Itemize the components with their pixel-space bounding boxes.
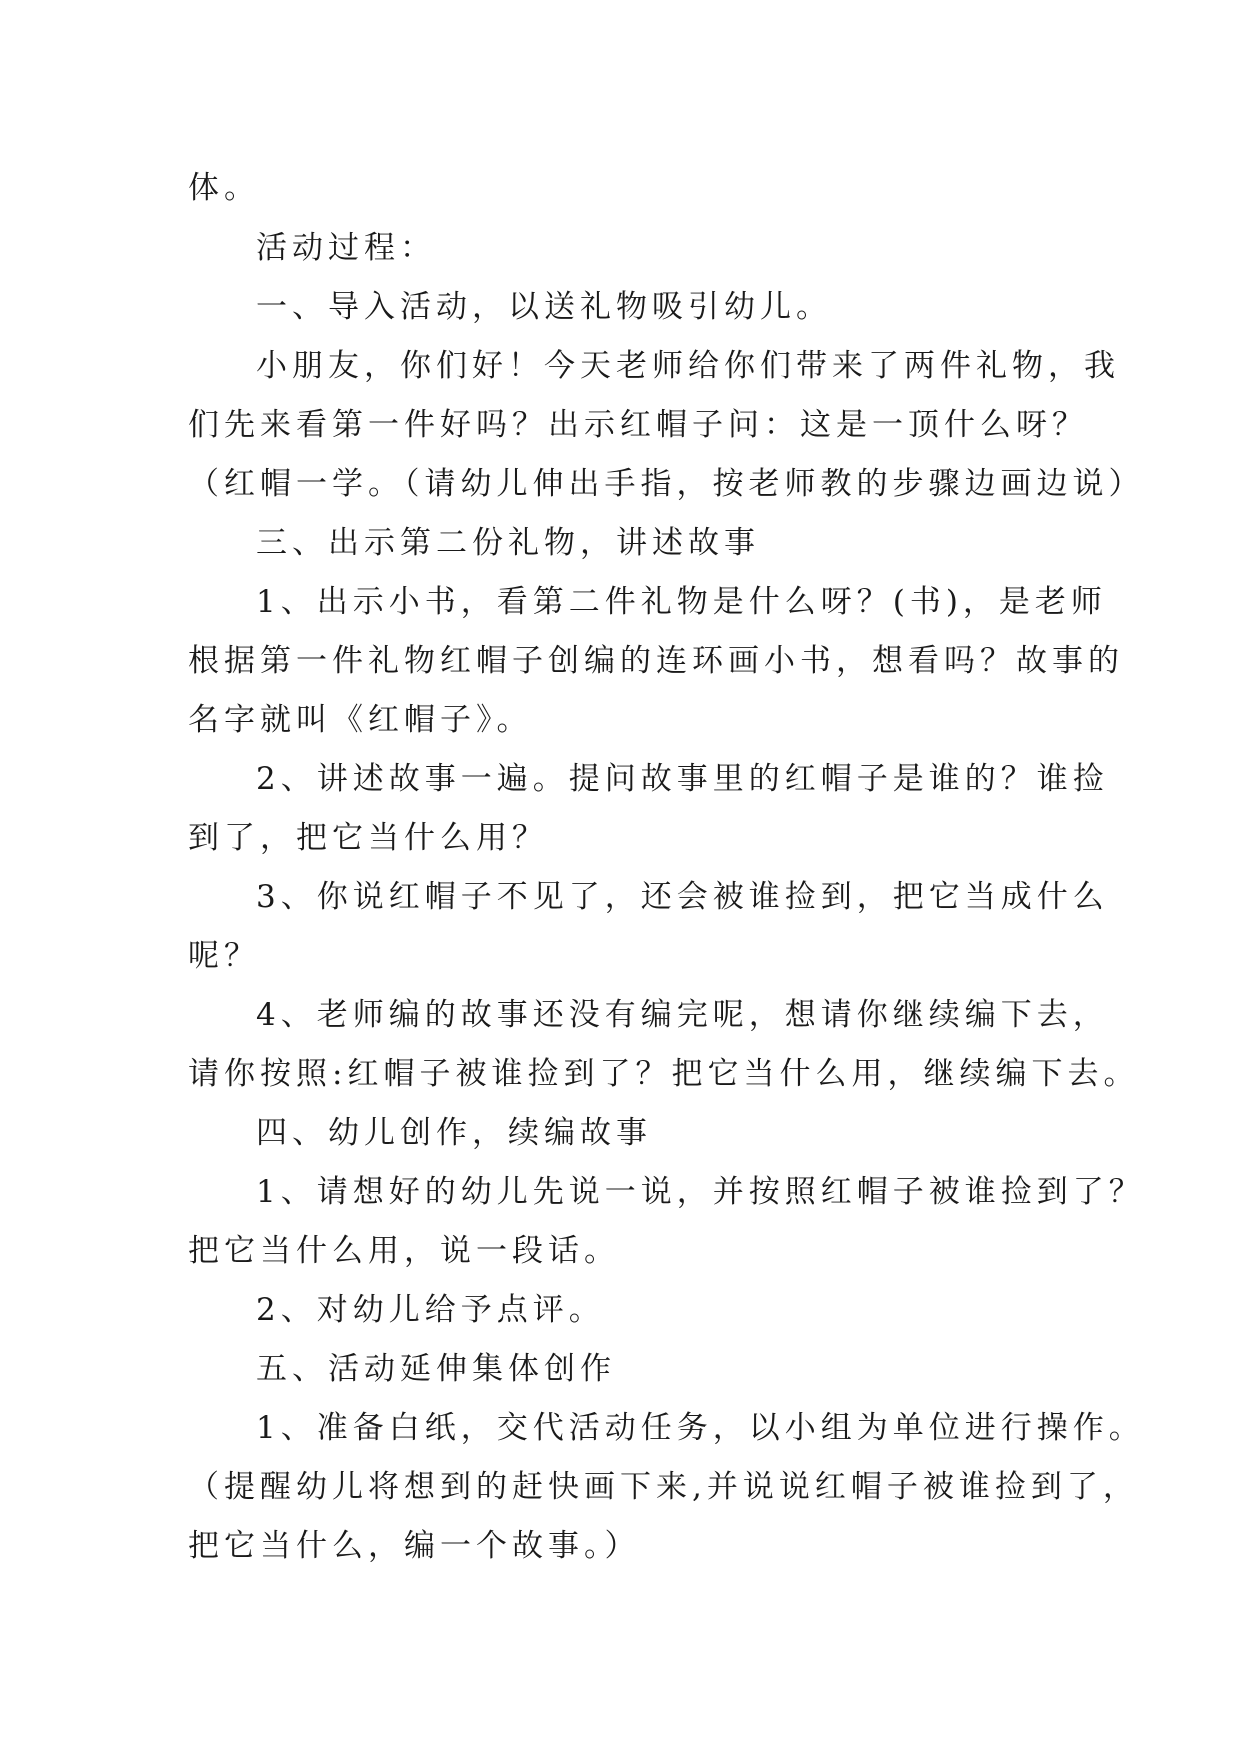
paragraph-line: 1、请想好的幼儿先说一说，并按照红帽子被谁捡到了？ xyxy=(256,1174,1145,1210)
paragraph-line: 根据第一件礼物红帽子创编的连环画小书，想看吗？故事的 xyxy=(188,643,1124,679)
section-heading-4: 四、幼儿创作，续编故事 xyxy=(256,1115,652,1151)
text-line-1: 体。 xyxy=(188,170,260,206)
paragraph-line: 呢？ xyxy=(188,938,260,974)
paragraph-line: 把它当什么用，说一段话。 xyxy=(188,1233,620,1269)
paragraph-line: 小朋友，你们好！今天老师给你们带来了两件礼物，我 xyxy=(256,348,1120,384)
paragraph-line: 1、出示小书，看第二件礼物是什么呀？(书)，是老师 xyxy=(256,584,1107,620)
paragraph-line: 请你按照:红帽子被谁捡到了？把它当什么用，继续编下去。 xyxy=(188,1056,1140,1092)
paragraph-line: 2、对幼儿给予点评。 xyxy=(256,1292,605,1328)
paragraph-line: 名字就叫《红帽子》。 xyxy=(188,702,533,738)
paragraph-line: 把它当什么，编一个故事。） xyxy=(188,1528,641,1564)
paragraph-line: （提醒幼儿将想到的赶快画下来,并说说红帽子被谁捡到了， xyxy=(188,1469,1139,1505)
section-heading-1: 一、导入活动，以送礼物吸引幼儿。 xyxy=(256,289,832,325)
paragraph-line: 4、老师编的故事还没有编完呢，想请你继续编下去， xyxy=(256,997,1109,1033)
paragraph-line: 们先来看第一件好吗？出示红帽子问：这是一顶什么呀？ xyxy=(188,407,1088,443)
section-heading-5: 五、活动延伸集体创作 xyxy=(256,1351,616,1387)
paragraph-line: 3、你说红帽子不见了，还会被谁捡到，把它当成什么 xyxy=(256,879,1109,915)
paragraph-line: 到了，把它当什么用？ xyxy=(188,820,548,856)
paragraph-line: 2、讲述故事一遍。提问故事里的红帽子是谁的？谁捡 xyxy=(256,761,1109,797)
paragraph-line: （红帽一学。（请幼儿伸出手指，按老师教的步骤边画边说） xyxy=(188,466,1145,502)
paragraph-line: 1、准备白纸，交代活动任务，以小组为单位进行操作。 xyxy=(256,1410,1145,1446)
section-heading-3: 三、出示第二份礼物，讲述故事 xyxy=(256,525,760,561)
section-heading-process: 活动过程： xyxy=(256,230,436,266)
